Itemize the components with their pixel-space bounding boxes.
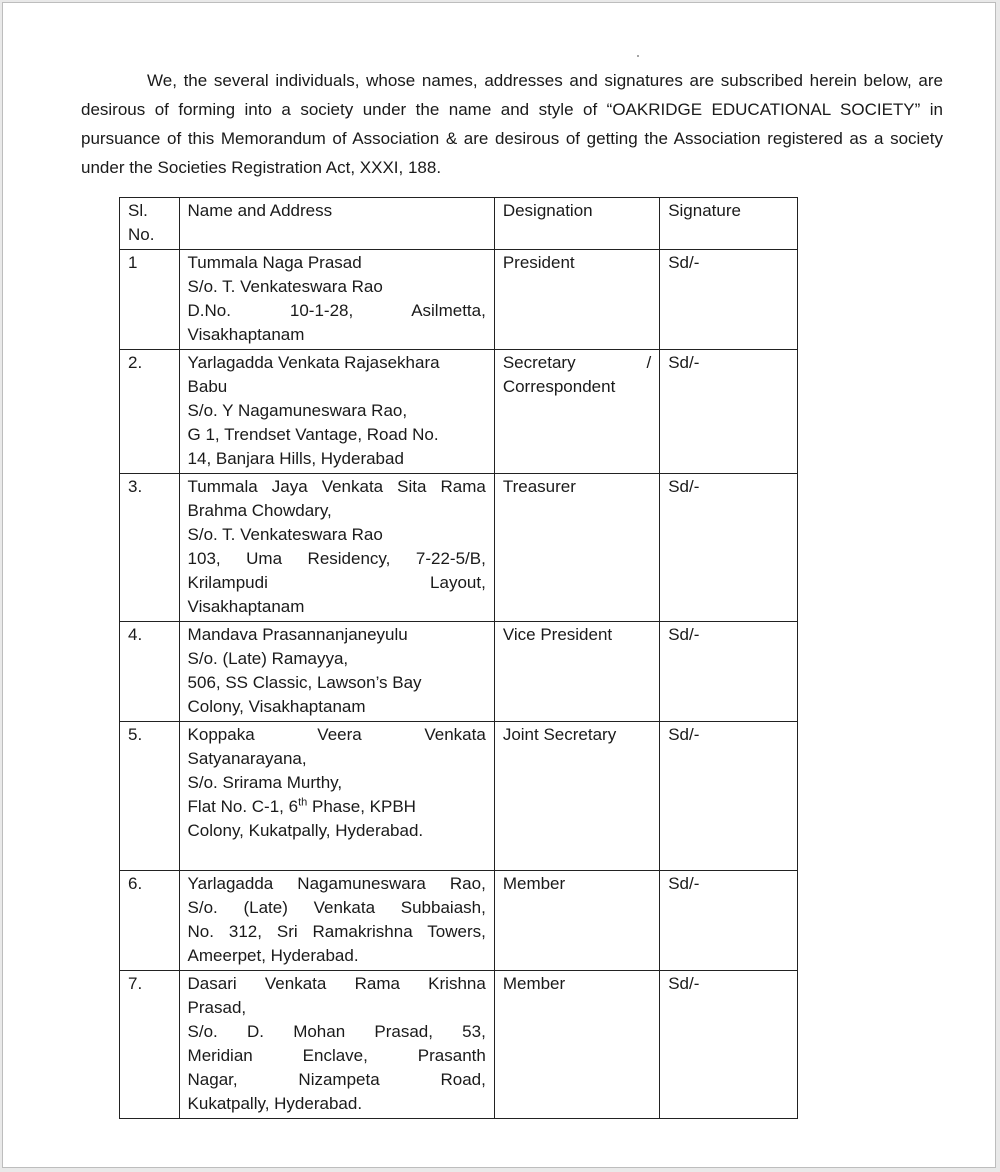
signature-cell: Sd/- bbox=[660, 971, 798, 1119]
scan-speck bbox=[637, 55, 639, 57]
address-line: S/o. T. Venkateswara Rao bbox=[187, 277, 383, 296]
address-line: Ameerpet, Hyderabad. bbox=[187, 946, 359, 965]
address-line: Krilampudi Layout, bbox=[187, 573, 486, 592]
address-line: Tummala Naga Prasad bbox=[187, 253, 362, 272]
name-address-cell bbox=[179, 622, 494, 722]
address-line bbox=[188, 795, 486, 819]
address-line: Brahma Chowdary, bbox=[187, 501, 332, 520]
table-row bbox=[120, 622, 798, 722]
address-line: S/o. T. Venkateswara Rao bbox=[187, 525, 383, 544]
address-line: Dasari Venkata Rama Krishna bbox=[187, 974, 486, 993]
address-line: Tummala Jaya Venkata Sita Rama bbox=[187, 477, 486, 496]
designation-cell: Joint Secretary bbox=[494, 722, 659, 871]
address-line: Koppaka Veera Venkata bbox=[187, 725, 486, 744]
address-line: Yarlagadda Venkata Rajasekhara bbox=[187, 353, 440, 372]
address-line: S/o. (Late) Ramayya, bbox=[187, 649, 349, 668]
document-page bbox=[2, 2, 996, 1168]
address-line: 506, SS Classic, Lawson’s Bay bbox=[187, 673, 422, 692]
address-line: Colony, Visakhaptanam bbox=[187, 697, 366, 716]
address-line: 103, Uma Residency, 7-22-5/B, bbox=[187, 549, 486, 568]
address-line: Babu bbox=[187, 377, 228, 396]
table-row bbox=[120, 971, 798, 1119]
address-line: S/o. (Late) Venkata Subbaiash, bbox=[187, 898, 486, 917]
name-address-cell bbox=[179, 350, 494, 474]
header-sl-no: Sl. No. bbox=[120, 198, 180, 250]
designation-cell: Secretary / Correspondent bbox=[494, 350, 659, 474]
table-row bbox=[120, 350, 798, 474]
signature-cell: Sd/- bbox=[660, 871, 798, 971]
header-designation: Designation bbox=[494, 198, 659, 250]
signature-cell: Sd/- bbox=[660, 622, 798, 722]
address-line: Meridian Enclave, Prasanth bbox=[187, 1046, 486, 1065]
designation-cell: Treasurer bbox=[494, 474, 659, 622]
address-line: Mandava Prasannanjaneyulu bbox=[187, 625, 408, 644]
address-line: S/o. D. Mohan Prasad, 53, bbox=[187, 1022, 486, 1041]
sl-cell: 3. bbox=[120, 474, 180, 622]
address-line: Prasad, bbox=[187, 998, 247, 1017]
designation-cell: Vice President bbox=[494, 622, 659, 722]
address-line: No. 312, Sri Ramakrishna Towers, bbox=[187, 922, 486, 941]
address-line: Nagar, Nizampeta Road, bbox=[187, 1070, 486, 1089]
address-line: Colony, Kukatpally, Hyderabad. bbox=[187, 821, 424, 840]
sl-cell: 1 bbox=[120, 250, 180, 350]
name-address-cell bbox=[179, 871, 494, 971]
ordinal-suffix: th bbox=[298, 796, 308, 809]
sl-cell: 4. bbox=[120, 622, 180, 722]
table-row bbox=[120, 722, 798, 871]
address-line: Satyanarayana, bbox=[187, 749, 307, 768]
signature-cell: Sd/- bbox=[660, 474, 798, 622]
address-line: D.No. 10-1-28, Asilmetta, bbox=[187, 301, 486, 320]
address-line: 14, Banjara Hills, Hyderabad bbox=[187, 449, 404, 468]
name-address-cell bbox=[179, 474, 494, 622]
sl-cell: 5. bbox=[120, 722, 180, 871]
sl-cell: 6. bbox=[120, 871, 180, 971]
header-name-address: Name and Address bbox=[179, 198, 494, 250]
intro-paragraph: We, the several individuals, whose names, addresses and signatures are subscribed herein below, are desirous of forming into a society under the name and style of “OAKRIDGE EDUCATIONAL SOCIETY” in pursuance of this Memorandum of Association & are desirous of getting the Association registered as a society under the Societies Registration Act, XXXI, 188. bbox=[81, 71, 943, 177]
name-address-cell bbox=[179, 722, 494, 871]
table-header-row bbox=[120, 198, 798, 250]
address-line: Visakhaptanam bbox=[187, 597, 305, 616]
signature-cell: Sd/- bbox=[660, 350, 798, 474]
address-line: Yarlagadda Nagamuneswara Rao, bbox=[187, 874, 486, 893]
flat-text: Flat No. C-1, 6 bbox=[187, 797, 299, 816]
address-line: Visakhaptanam bbox=[187, 325, 305, 344]
header-signature: Signature bbox=[660, 198, 798, 250]
flat-text-rest: Phase, KPBH bbox=[307, 797, 416, 816]
address-line: S/o. Y Nagamuneswara Rao, bbox=[187, 401, 408, 420]
address-line: S/o. Srirama Murthy, bbox=[187, 773, 343, 792]
designation-cell: Member bbox=[494, 971, 659, 1119]
name-address-cell bbox=[179, 971, 494, 1119]
sl-cell: 2. bbox=[120, 350, 180, 474]
signature-cell: Sd/- bbox=[660, 250, 798, 350]
address-line: G 1, Trendset Vantage, Road No. bbox=[187, 425, 439, 444]
table-row bbox=[120, 474, 798, 622]
designation-cell: President bbox=[494, 250, 659, 350]
table-row bbox=[120, 250, 798, 350]
name-address-cell bbox=[179, 250, 494, 350]
members-table bbox=[119, 197, 798, 1119]
signature-cell: Sd/- bbox=[660, 722, 798, 871]
designation-cell: Member bbox=[494, 871, 659, 971]
sl-cell: 7. bbox=[120, 971, 180, 1119]
address-line: Kukatpally, Hyderabad. bbox=[187, 1094, 363, 1113]
table-row bbox=[120, 871, 798, 971]
